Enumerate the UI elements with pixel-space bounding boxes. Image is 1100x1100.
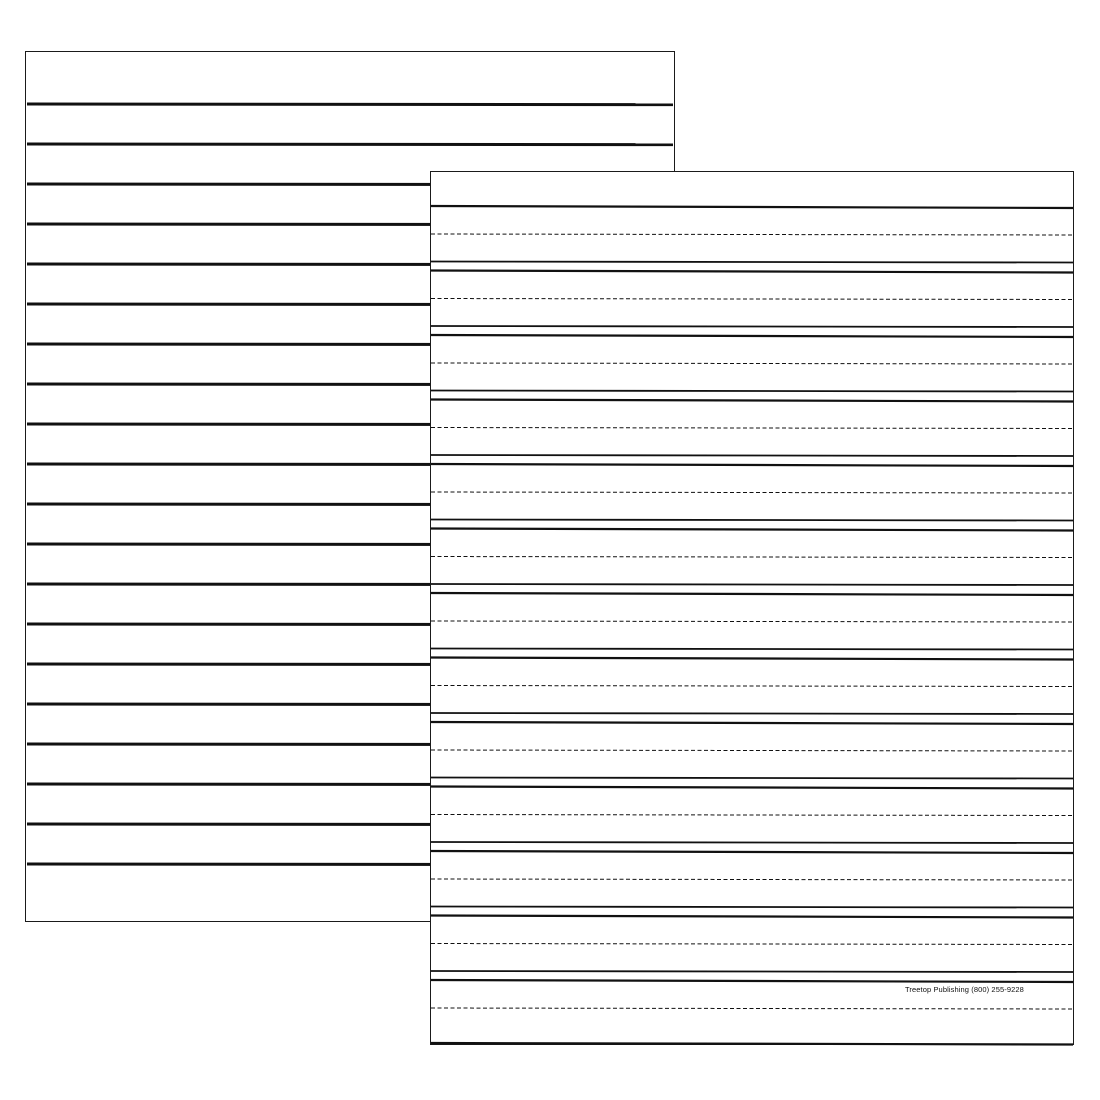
row-top-line (431, 907, 1073, 908)
headline (431, 593, 1073, 595)
rule-line (27, 104, 673, 105)
dashed-midline (431, 750, 1073, 751)
dashed-midline (431, 363, 1073, 364)
row-top-line (431, 520, 1073, 521)
row-top-line (431, 842, 1073, 843)
headline (431, 529, 1073, 531)
dashed-midline (431, 621, 1073, 622)
headline (431, 464, 1073, 466)
headline (431, 722, 1073, 724)
row-top-line (431, 971, 1073, 972)
dashed-midline (431, 815, 1073, 816)
rule-line (27, 144, 673, 145)
headline (431, 916, 1073, 918)
headline (431, 980, 1073, 982)
headline (431, 206, 1073, 208)
handwriting-ruled-lines (431, 172, 1075, 1046)
dashed-midline (431, 234, 1073, 235)
baseline (431, 1043, 1073, 1045)
row-top-line (431, 262, 1073, 263)
dashed-midline (431, 492, 1073, 493)
headline (431, 271, 1073, 273)
row-top-line (431, 391, 1073, 392)
headline (431, 400, 1073, 402)
dashed-midline (431, 428, 1073, 429)
row-top-line (431, 649, 1073, 650)
row-top-line (431, 778, 1073, 779)
dashed-midline (431, 557, 1073, 558)
headline (431, 335, 1073, 337)
row-top-line (431, 584, 1073, 585)
dashed-midline (431, 879, 1073, 880)
headline (431, 658, 1073, 660)
row-top-line (431, 455, 1073, 456)
dashed-midline (431, 299, 1073, 300)
dashed-midline (431, 1008, 1073, 1009)
headline (431, 851, 1073, 853)
dashed-midline (431, 944, 1073, 945)
dashed-midline (431, 686, 1073, 687)
headline (431, 787, 1073, 789)
publisher-credit: Treetop Publishing (800) 255-9228 (905, 985, 1024, 994)
handwriting-paper-sheet (430, 171, 1074, 1045)
row-top-line (431, 713, 1073, 714)
row-top-line (431, 326, 1073, 327)
